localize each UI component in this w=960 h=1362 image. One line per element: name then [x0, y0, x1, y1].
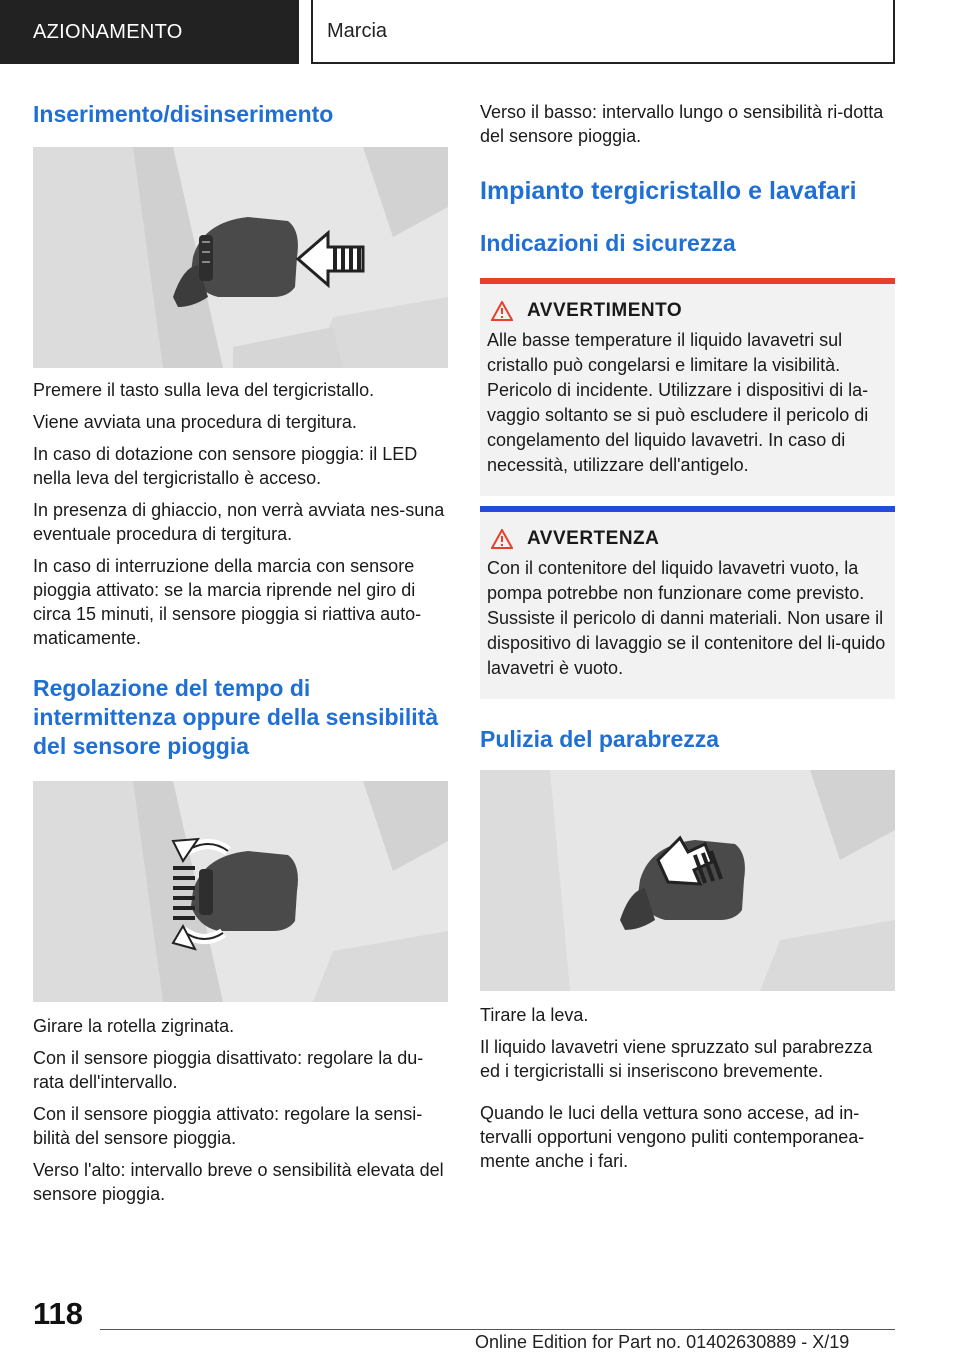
heading-clean-windshield: Pulizia del parabrezza: [480, 726, 720, 752]
figure-knurled-wheel: [33, 781, 448, 1002]
heading-safety: Indicazioni di sicurezza: [480, 230, 736, 256]
notice-text: Con il contenitore del liquido lavavetri vuoto, la pompa potrebbe non funzionare come previsto. Sussiste il pericolo di danni materiali. Non usare il dispositivo di lavaggio se il contenitore del li-quido lavavetri è vuoto.: [487, 558, 886, 678]
heading-adjust: Regolazione del tempo di intermittenza oppure della sensibilità del sensore pioggia: [33, 675, 439, 759]
section-tab: AZIONAMENTO: [0, 0, 299, 64]
figure-press-button: [33, 147, 448, 368]
paragraph: In caso di interruzione della marcia con sensore pioggia attivato: se la marcia riprende nel giro di circa 15 minuti, il sensore pioggia si riattiva auto-maticamente.: [33, 556, 422, 648]
paragraph: In caso di dotazione con sensore pioggia: il LED nella leva del tergicristallo è acceso.: [33, 444, 418, 488]
right-column: [480, 100, 895, 1181]
heading-insert: Inserimento/disinserimento: [33, 101, 334, 127]
heading-wiper-system: Impianto tergicristallo e lavafari: [480, 177, 857, 205]
paragraph: Quando le luci della vettura sono accese, ad in-tervalli opportuni vengono puliti contemporanea-mente anche i fari.: [480, 1103, 865, 1171]
notice-box: [480, 506, 895, 699]
page-number: 118: [33, 1296, 84, 1331]
paragraph: In presenza di ghiaccio, non verrà avviata nes-suna eventuale procedura di tergitura.: [33, 500, 445, 544]
notice-title: AVVERTENZA: [527, 528, 660, 549]
paragraph: Girare la rotella zigrinata.: [33, 1016, 235, 1036]
paragraph: Con il sensore pioggia disattivato: regolare la du-rata dell'intervallo.: [33, 1048, 424, 1092]
left-column: [33, 100, 448, 1214]
paragraph: Il liquido lavavetri viene spruzzato sul parabrezza ed i tergicristalli si inseriscono brevemente.: [480, 1037, 873, 1081]
warning-box: [480, 278, 895, 496]
warning-title: AVVERTIMENTO: [527, 300, 683, 321]
footer-edition: Online Edition for Part no. 01402630889 - X/19: [475, 1332, 850, 1352]
warning-triangle-icon: [491, 301, 513, 321]
paragraph: Verso l'alto: intervallo breve o sensibilità elevata del sensore pioggia.: [33, 1160, 444, 1204]
footer-divider: [100, 1329, 895, 1330]
paragraph: Con il sensore pioggia attivato: regolare la sensi-bilità del sensore pioggia.: [33, 1104, 423, 1148]
chapter-tab: Marcia: [311, 0, 895, 64]
paragraph: Tirare la leva.: [480, 1005, 589, 1025]
paragraph: Premere il tasto sulla leva del tergicristallo.: [33, 380, 375, 400]
warning-triangle-icon: [491, 529, 513, 549]
paragraph: Viene avviata una procedura di tergitura.: [33, 412, 357, 432]
figure-pull-lever: [480, 770, 895, 991]
paragraph: Verso il basso: intervallo lungo o sensibilità ri-dotta del sensore pioggia.: [480, 102, 884, 146]
warning-text: Alle basse temperature il liquido lavavetri sul cristallo può congelarsi e limitare la visibilità. Pericolo di incidente. Utilizzare i dispositivi di la-vaggio soltanto se si può escludere il pericolo di congelamento del liquido lavavetri. In caso di necessità, utilizzare dell'antigelo.: [487, 330, 869, 475]
